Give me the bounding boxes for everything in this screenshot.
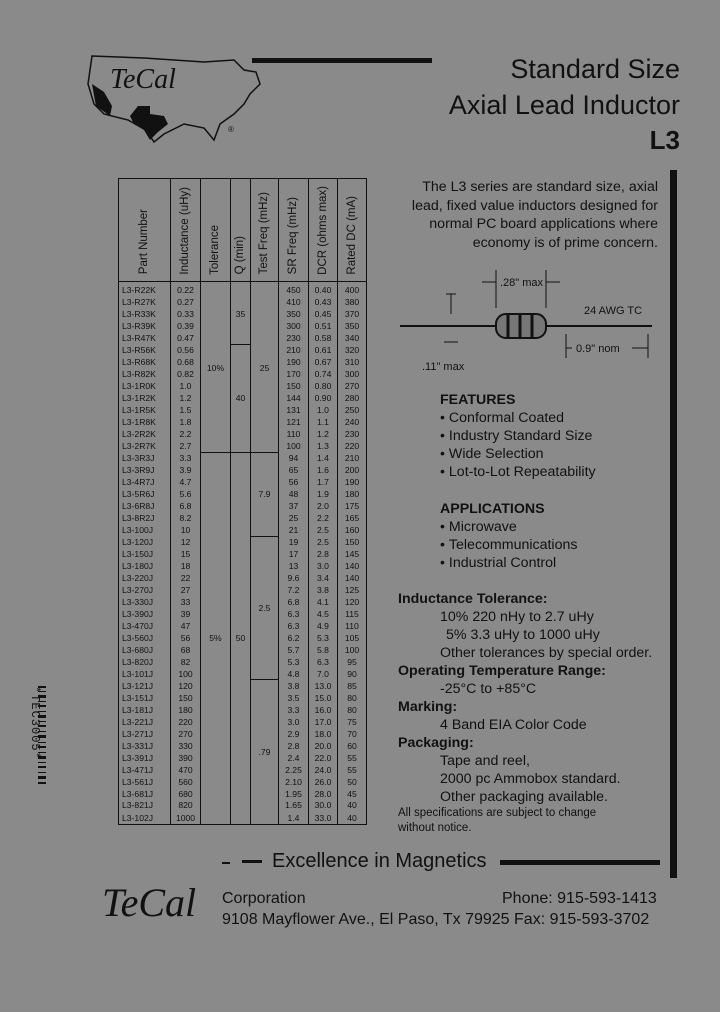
rated-dc: 105 bbox=[338, 632, 367, 644]
tolerance: 10% bbox=[201, 282, 231, 453]
rated-dc: 75 bbox=[338, 716, 367, 728]
inductance: 1.2 bbox=[171, 392, 201, 404]
sr-freq: 2.10 bbox=[279, 776, 309, 788]
rated-dc: 270 bbox=[338, 380, 367, 392]
feature-item: • Conformal Coated bbox=[440, 409, 596, 427]
dcr: 1.2 bbox=[309, 428, 338, 440]
part-number: L3-R47K bbox=[119, 332, 171, 344]
dcr: 2.5 bbox=[309, 524, 338, 536]
sr-freq: 21 bbox=[279, 524, 309, 536]
corporation-label: Corporation bbox=[222, 890, 306, 907]
part-number: L3-6R8J bbox=[119, 500, 171, 512]
column-header: DCR (ohms max) bbox=[309, 179, 338, 282]
inductance: 0.68 bbox=[171, 356, 201, 368]
dcr: 0.90 bbox=[309, 392, 338, 404]
part-number: L3-390J bbox=[119, 608, 171, 620]
inductance: 47 bbox=[171, 620, 201, 632]
spec-table bbox=[118, 178, 367, 825]
test-freq: 25 bbox=[251, 282, 279, 453]
marking-heading: Marking: bbox=[398, 699, 458, 715]
inductance: 100 bbox=[171, 668, 201, 680]
sr-freq: 450 bbox=[279, 282, 309, 297]
tolerance: 5% bbox=[201, 452, 231, 824]
packaging-heading: Packaging: bbox=[398, 735, 474, 751]
inductance: 8.2 bbox=[171, 512, 201, 524]
sr-freq: 19 bbox=[279, 536, 309, 548]
part-number: L3-221J bbox=[119, 716, 171, 728]
part-number: L3-680J bbox=[119, 644, 171, 656]
part-number: L3-R56K bbox=[119, 344, 171, 356]
rated-dc: 370 bbox=[338, 308, 367, 320]
part-number: L3-681J bbox=[119, 788, 171, 800]
sr-freq: 1.4 bbox=[279, 812, 309, 825]
packaging-line: 2000 pc Ammobox standard. bbox=[440, 771, 621, 787]
dcr: 3.0 bbox=[309, 560, 338, 572]
inductance: 0.56 bbox=[171, 344, 201, 356]
rated-dc: 250 bbox=[338, 404, 367, 416]
sr-freq: 190 bbox=[279, 356, 309, 368]
dcr: 0.45 bbox=[309, 308, 338, 320]
feature-item: • Industry Standard Size bbox=[440, 427, 596, 445]
applications-heading: APPLICATIONS bbox=[440, 501, 545, 517]
dcr: 1.4 bbox=[309, 452, 338, 464]
sr-freq: 5.7 bbox=[279, 644, 309, 656]
table-row bbox=[119, 344, 367, 356]
column-header: Rated DC (mA) bbox=[338, 179, 367, 282]
sr-freq: 6.8 bbox=[279, 596, 309, 608]
inductance: 12 bbox=[171, 536, 201, 548]
sr-freq: 9.6 bbox=[279, 572, 309, 584]
inductance: 82 bbox=[171, 656, 201, 668]
slogan-dash bbox=[222, 862, 230, 864]
rated-dc: 125 bbox=[338, 584, 367, 596]
inductance: 1000 bbox=[171, 812, 201, 825]
part-number: L3-R82K bbox=[119, 368, 171, 380]
dcr: 22.0 bbox=[309, 752, 338, 764]
packaging-line: Tape and reel, bbox=[440, 753, 530, 769]
sr-freq: 350 bbox=[279, 308, 309, 320]
part-number: L3-471J bbox=[119, 764, 171, 776]
address: 9108 Mayflower Ave., El Paso, Tx 79925 Fax: 915-593-3702 bbox=[222, 911, 650, 928]
inductance: 3.3 bbox=[171, 452, 201, 464]
inductance: 33 bbox=[171, 596, 201, 608]
inductance: 0.27 bbox=[171, 296, 201, 308]
dcr: 2.8 bbox=[309, 548, 338, 560]
description: The L3 series are standard size, axial lead, fixed value inductors designed for normal PC board applications where economy is of prime concern. bbox=[411, 179, 658, 251]
part-number: L3-271J bbox=[119, 728, 171, 740]
sr-freq: 94 bbox=[279, 452, 309, 464]
application-item: • Industrial Control bbox=[440, 554, 577, 572]
column-header: Part Number bbox=[119, 179, 171, 282]
part-number: L3-4R7J bbox=[119, 476, 171, 488]
rated-dc: 220 bbox=[338, 440, 367, 452]
sr-freq: 131 bbox=[279, 404, 309, 416]
q-min: 50 bbox=[231, 452, 251, 824]
part-number: L3-180J bbox=[119, 560, 171, 572]
dcr: 30.0 bbox=[309, 800, 338, 812]
sr-freq: 110 bbox=[279, 428, 309, 440]
part-number: L3-5R6J bbox=[119, 488, 171, 500]
rated-dc: 165 bbox=[338, 512, 367, 524]
dimension-diagram bbox=[396, 262, 660, 377]
q-min: 35 bbox=[231, 282, 251, 345]
sr-freq: 65 bbox=[279, 464, 309, 476]
inductance: 6.8 bbox=[171, 500, 201, 512]
sr-freq: 56 bbox=[279, 476, 309, 488]
part-number: L3-1R8K bbox=[119, 416, 171, 428]
sr-freq: 1.95 bbox=[279, 788, 309, 800]
dcr: 6.3 bbox=[309, 656, 338, 668]
sr-freq: 121 bbox=[279, 416, 309, 428]
sr-freq: 144 bbox=[279, 392, 309, 404]
dcr: 0.67 bbox=[309, 356, 338, 368]
rated-dc: 100 bbox=[338, 644, 367, 656]
rated-dc: 120 bbox=[338, 596, 367, 608]
rated-dc: 45 bbox=[338, 788, 367, 800]
part-number: L3-R33K bbox=[119, 308, 171, 320]
inductance: 27 bbox=[171, 584, 201, 596]
rated-dc: 80 bbox=[338, 692, 367, 704]
rated-dc: 145 bbox=[338, 548, 367, 560]
tolerance-heading: Inductance Tolerance: bbox=[398, 591, 548, 607]
inductance: 820 bbox=[171, 800, 201, 812]
dcr: 1.7 bbox=[309, 476, 338, 488]
inductance: 270 bbox=[171, 728, 201, 740]
sr-freq: 210 bbox=[279, 344, 309, 356]
column-header: Test Freq (mHz) bbox=[251, 179, 279, 282]
inductance: 330 bbox=[171, 740, 201, 752]
inductance: 15 bbox=[171, 548, 201, 560]
sr-freq: 3.3 bbox=[279, 704, 309, 716]
part-number: L3-391J bbox=[119, 752, 171, 764]
inductance: 68 bbox=[171, 644, 201, 656]
rated-dc: 150 bbox=[338, 536, 367, 548]
test-freq: .79 bbox=[251, 680, 279, 825]
dcr: 1.6 bbox=[309, 464, 338, 476]
column-header: Q (min) bbox=[231, 179, 251, 282]
inductance: 0.82 bbox=[171, 368, 201, 380]
dcr: 7.0 bbox=[309, 668, 338, 680]
rated-dc: 320 bbox=[338, 344, 367, 356]
inductance: 5.6 bbox=[171, 488, 201, 500]
rated-dc: 210 bbox=[338, 452, 367, 464]
rated-dc: 190 bbox=[338, 476, 367, 488]
dcr: 3.4 bbox=[309, 572, 338, 584]
marking-value: 4 Band EIA Color Code bbox=[440, 717, 587, 733]
part-number: L3-270J bbox=[119, 584, 171, 596]
diameter-label: .11" max bbox=[422, 361, 465, 373]
dcr: 18.0 bbox=[309, 728, 338, 740]
rated-dc: 70 bbox=[338, 728, 367, 740]
part-number: L3-1R2K bbox=[119, 392, 171, 404]
slogan-rule-left bbox=[242, 860, 262, 863]
svg-text:®: ® bbox=[228, 125, 234, 134]
part-number: L3-1R5K bbox=[119, 404, 171, 416]
spec-note: All specifications are subject to change without notice. bbox=[398, 807, 597, 834]
part-number: L3-R27K bbox=[119, 296, 171, 308]
part-number: L3-121J bbox=[119, 680, 171, 692]
rated-dc: 40 bbox=[338, 812, 367, 825]
title-line1: Standard Size bbox=[510, 54, 680, 84]
sr-freq: 6.2 bbox=[279, 632, 309, 644]
sr-freq: 100 bbox=[279, 440, 309, 452]
part-number: L3-R22K bbox=[119, 282, 171, 297]
rated-dc: 115 bbox=[338, 608, 367, 620]
table-row bbox=[119, 452, 367, 464]
sr-freq: 2.8 bbox=[279, 740, 309, 752]
header-rule bbox=[252, 58, 432, 63]
rated-dc: 280 bbox=[338, 392, 367, 404]
dcr: 1.1 bbox=[309, 416, 338, 428]
inductance: 220 bbox=[171, 716, 201, 728]
rated-dc: 400 bbox=[338, 282, 367, 297]
inductance: 1.8 bbox=[171, 416, 201, 428]
q-min: 40 bbox=[231, 344, 251, 452]
tolerance-line: 10% 220 nHy to 2.7 uHy bbox=[440, 609, 594, 625]
test-freq: 7.9 bbox=[251, 452, 279, 536]
model-code: L3 bbox=[649, 125, 680, 155]
tolerance-line: Other tolerances by special order. bbox=[440, 645, 653, 661]
rated-dc: 85 bbox=[338, 680, 367, 692]
rated-dc: 80 bbox=[338, 704, 367, 716]
sr-freq: 1.65 bbox=[279, 800, 309, 812]
inductance: 18 bbox=[171, 560, 201, 572]
inductance: 1.5 bbox=[171, 404, 201, 416]
dcr: 24.0 bbox=[309, 764, 338, 776]
dcr: 16.0 bbox=[309, 704, 338, 716]
test-freq: 2.5 bbox=[251, 536, 279, 680]
inductance: 1.0 bbox=[171, 380, 201, 392]
dcr: 13.0 bbox=[309, 680, 338, 692]
rated-dc: 90 bbox=[338, 668, 367, 680]
feature-item: • Lot-to-Lot Repeatability bbox=[440, 463, 596, 481]
dcr: 5.8 bbox=[309, 644, 338, 656]
features-section bbox=[440, 391, 596, 481]
column-header: Tolerance bbox=[201, 179, 231, 282]
part-number: L3-R68K bbox=[119, 356, 171, 368]
sr-freq: 17 bbox=[279, 548, 309, 560]
rated-dc: 95 bbox=[338, 656, 367, 668]
side-code: *TEC3005* bbox=[28, 686, 42, 760]
temperature-value: -25°C to +85°C bbox=[440, 681, 537, 697]
dcr: 0.51 bbox=[309, 320, 338, 332]
dcr: 4.9 bbox=[309, 620, 338, 632]
slogan: Excellence in Magnetics bbox=[272, 850, 487, 872]
rated-dc: 230 bbox=[338, 428, 367, 440]
inductance: 0.33 bbox=[171, 308, 201, 320]
dcr: 3.8 bbox=[309, 584, 338, 596]
dcr: 4.5 bbox=[309, 608, 338, 620]
inductance: 470 bbox=[171, 764, 201, 776]
footer-logo bbox=[102, 878, 214, 928]
sr-freq: 150 bbox=[279, 380, 309, 392]
part-number: L3-331J bbox=[119, 740, 171, 752]
sr-freq: 37 bbox=[279, 500, 309, 512]
sr-freq: 5.3 bbox=[279, 656, 309, 668]
rated-dc: 240 bbox=[338, 416, 367, 428]
sr-freq: 6.3 bbox=[279, 620, 309, 632]
temperature-heading: Operating Temperature Range: bbox=[398, 663, 606, 679]
dcr: 33.0 bbox=[309, 812, 338, 825]
rated-dc: 55 bbox=[338, 764, 367, 776]
dcr: 20.0 bbox=[309, 740, 338, 752]
part-number: L3-220J bbox=[119, 572, 171, 584]
inductance: 560 bbox=[171, 776, 201, 788]
part-number: L3-3R3J bbox=[119, 452, 171, 464]
rated-dc: 140 bbox=[338, 560, 367, 572]
sr-freq: 3.8 bbox=[279, 680, 309, 692]
inductance: 22 bbox=[171, 572, 201, 584]
sr-freq: 2.4 bbox=[279, 752, 309, 764]
dcr: 0.40 bbox=[309, 282, 338, 297]
inductance: 0.47 bbox=[171, 332, 201, 344]
rated-dc: 180 bbox=[338, 488, 367, 500]
sr-freq: 170 bbox=[279, 368, 309, 380]
rated-dc: 50 bbox=[338, 776, 367, 788]
part-number: L3-120J bbox=[119, 536, 171, 548]
rated-dc: 60 bbox=[338, 740, 367, 752]
inductance: 2.7 bbox=[171, 440, 201, 452]
part-number: L3-151J bbox=[119, 692, 171, 704]
sr-freq: 6.3 bbox=[279, 608, 309, 620]
rated-dc: 300 bbox=[338, 368, 367, 380]
dcr: 5.3 bbox=[309, 632, 338, 644]
applications-section bbox=[440, 500, 577, 572]
part-number: L3-470J bbox=[119, 620, 171, 632]
inductance: 150 bbox=[171, 692, 201, 704]
column-header: Inductance (uHy) bbox=[171, 179, 201, 282]
sr-freq: 2.9 bbox=[279, 728, 309, 740]
dcr: 1.9 bbox=[309, 488, 338, 500]
part-number: L3-821J bbox=[119, 800, 171, 812]
application-item: • Telecommunications bbox=[440, 536, 577, 554]
part-number: L3-820J bbox=[119, 656, 171, 668]
rated-dc: 140 bbox=[338, 572, 367, 584]
sr-freq: 3.0 bbox=[279, 716, 309, 728]
rated-dc: 350 bbox=[338, 320, 367, 332]
inductance: 56 bbox=[171, 632, 201, 644]
inductance: 390 bbox=[171, 752, 201, 764]
part-number: L3-330J bbox=[119, 596, 171, 608]
inductance: 3.9 bbox=[171, 464, 201, 476]
inductance: 4.7 bbox=[171, 476, 201, 488]
slogan-rule-right bbox=[500, 860, 660, 865]
rated-dc: 110 bbox=[338, 620, 367, 632]
sr-freq: 48 bbox=[279, 488, 309, 500]
length-label: .28" max bbox=[500, 277, 544, 289]
inductance: 180 bbox=[171, 704, 201, 716]
tecal-logo-map bbox=[84, 44, 270, 148]
table-row bbox=[119, 282, 367, 297]
dcr: 0.43 bbox=[309, 296, 338, 308]
footer-logo-text: TeCal bbox=[102, 880, 197, 925]
logo-text: TeCal bbox=[110, 64, 176, 95]
part-number: L3-560J bbox=[119, 632, 171, 644]
dcr: 28.0 bbox=[309, 788, 338, 800]
rated-dc: 160 bbox=[338, 524, 367, 536]
dcr: 0.74 bbox=[309, 368, 338, 380]
inductance: 680 bbox=[171, 788, 201, 800]
sr-freq: 410 bbox=[279, 296, 309, 308]
part-number: L3-150J bbox=[119, 548, 171, 560]
dcr: 0.61 bbox=[309, 344, 338, 356]
specs-section bbox=[398, 590, 670, 806]
dcr: 1.0 bbox=[309, 404, 338, 416]
column-header: SR Freq (mHz) bbox=[279, 179, 309, 282]
part-number: L3-1R0K bbox=[119, 380, 171, 392]
dcr: 26.0 bbox=[309, 776, 338, 788]
sr-freq: 230 bbox=[279, 332, 309, 344]
part-number: L3-8R2J bbox=[119, 512, 171, 524]
wire-label: 24 AWG TC bbox=[584, 305, 643, 317]
part-number: L3-561J bbox=[119, 776, 171, 788]
rated-dc: 55 bbox=[338, 752, 367, 764]
part-number: L3-2R2K bbox=[119, 428, 171, 440]
inductance: 120 bbox=[171, 680, 201, 692]
title-line2: Axial Lead Inductor bbox=[448, 90, 680, 120]
dcr: 15.0 bbox=[309, 692, 338, 704]
part-number: L3-100J bbox=[119, 524, 171, 536]
rated-dc: 380 bbox=[338, 296, 367, 308]
sr-freq: 2.25 bbox=[279, 764, 309, 776]
inductance: 10 bbox=[171, 524, 201, 536]
inductance: 2.2 bbox=[171, 428, 201, 440]
part-number: L3-3R9J bbox=[119, 464, 171, 476]
dcr: 2.5 bbox=[309, 536, 338, 548]
part-number: L3-101J bbox=[119, 668, 171, 680]
sr-freq: 13 bbox=[279, 560, 309, 572]
feature-item: • Wide Selection bbox=[440, 445, 596, 463]
dcr: 4.1 bbox=[309, 596, 338, 608]
sr-freq: 7.2 bbox=[279, 584, 309, 596]
dcr: 0.58 bbox=[309, 332, 338, 344]
sr-freq: 3.5 bbox=[279, 692, 309, 704]
phone-number: Phone: 915-593-1413 bbox=[502, 890, 657, 907]
dcr: 0.80 bbox=[309, 380, 338, 392]
part-number: L3-181J bbox=[119, 704, 171, 716]
sr-freq: 25 bbox=[279, 512, 309, 524]
side-bar bbox=[670, 170, 677, 878]
part-number: L3-102J bbox=[119, 812, 171, 825]
tolerance-line: 5% 3.3 uHy to 1000 uHy bbox=[446, 627, 600, 643]
rated-dc: 310 bbox=[338, 356, 367, 368]
dcr: 17.0 bbox=[309, 716, 338, 728]
inductance: 39 bbox=[171, 608, 201, 620]
part-number: L3-R39K bbox=[119, 320, 171, 332]
dcr: 2.0 bbox=[309, 500, 338, 512]
features-heading: FEATURES bbox=[440, 392, 516, 408]
dcr: 1.3 bbox=[309, 440, 338, 452]
rated-dc: 200 bbox=[338, 464, 367, 476]
dcr: 2.2 bbox=[309, 512, 338, 524]
sr-freq: 300 bbox=[279, 320, 309, 332]
inductance: 0.22 bbox=[171, 282, 201, 297]
packaging-line: Other packaging available. bbox=[440, 789, 608, 805]
lead-label: 0.9" nom bbox=[576, 343, 620, 355]
rated-dc: 40 bbox=[338, 800, 367, 812]
sr-freq: 4.8 bbox=[279, 668, 309, 680]
application-item: • Microwave bbox=[440, 518, 577, 536]
part-number: L3-2R7K bbox=[119, 440, 171, 452]
rated-dc: 340 bbox=[338, 332, 367, 344]
rated-dc: 175 bbox=[338, 500, 367, 512]
inductance: 0.39 bbox=[171, 320, 201, 332]
